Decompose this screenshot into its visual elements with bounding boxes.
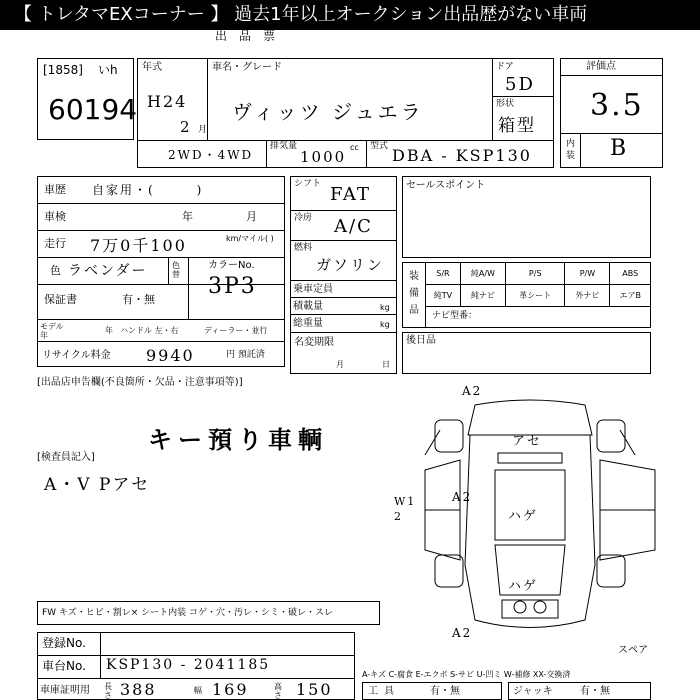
mark-left2: 2 [394,510,403,523]
lot-suffix: いh [98,63,118,77]
tools-label: 工具 [368,686,400,697]
history-value: 自家用・( ) [92,183,204,197]
color-label: 色 [50,264,61,277]
load-label: 積載量 [293,301,323,312]
change-day: 日 [382,360,390,369]
mark-hood: アセ [512,434,542,449]
legend-text: A-キズ C-腐食 E-エクボ S-サビ U-凹ミ W-補修 XX-交換済 [362,670,571,679]
dims-long: 388 [120,680,157,699]
equipment-row1-item: P/S [506,263,565,285]
month-value: 2 [180,118,192,136]
grade-score: 3.5 [590,88,644,123]
equipment-row1-item: 純A/W [460,263,505,285]
mark-roof: ハゲ [508,509,539,524]
dims-height: 150 [296,680,333,699]
year-label: 年式 [142,62,162,73]
color-no-value: 3P3 [208,274,257,299]
dims-width: 169 [212,680,249,699]
mark-front: A2 [462,384,483,398]
page-banner: 【 トレタマEXコーナー 】 過去1年以上オークション出品歴がない車両 [0,0,700,30]
model-year-value: 年 [105,326,113,335]
condition-text: FW キズ・ヒビ・割レ× シート内装 コゲ・穴・汚レ・シミ・破レ・スレ [42,608,334,618]
post-note-box [402,332,651,374]
mark-rear: ハゲ [508,579,539,594]
post-note-label: 後日品 [406,335,436,346]
recycle-label: リサイクル料金 [42,350,111,361]
inspection-year: 年 [182,210,193,223]
navi-label: ナビ型番： [432,311,478,321]
warranty-label: 保証書 [44,293,77,306]
car-name: ヴィッツ ジュエラ [232,100,424,124]
equipment-row1-item: S/R [426,263,461,285]
month-suffix: 月 [198,125,208,135]
inspection-label: 車検 [44,210,66,223]
spare-label: スペア [618,645,648,656]
chassis-value: KSP130 - 2041185 [106,657,271,673]
recycle-unit: 円 預託済 [226,350,265,360]
equipment-row1-item: ABS [610,263,651,285]
equipment-row2-item: 純ナビ [460,285,505,307]
cc-value: 1000 [300,148,347,166]
lot-number: 60194 [48,93,138,126]
model-value: DBA - KSP130 [392,146,532,165]
seller-notes-text: キー預り車輌 [148,426,328,454]
mark-left: W1 [394,495,417,508]
jack-value: 有・無 [580,686,610,697]
mark-bottom: A2 [452,626,473,640]
sales-point-label: セールスポイント [406,180,486,191]
load-unit: kg [380,303,390,312]
total-unit: kg [380,320,390,329]
dims-height-label: 高さ [274,682,282,700]
mileage-unit: km/マイル( ) [226,234,274,243]
equipment-table [425,262,651,307]
model-label: 型式 [370,141,389,151]
mark-door: A2 [452,490,473,504]
dims-label: 車庫証明用 [40,685,90,696]
interior-label: 内装 [566,139,576,161]
grade-label: 評価点 [586,61,616,72]
equipment-label: 装備品 [409,271,419,316]
history-label: 車歴 [44,183,66,196]
ac-label: 冷房 [294,213,313,223]
interior-grade: B [610,136,629,161]
recycle-value: 9940 [146,346,195,365]
dims-width-label: 幅 [194,686,202,695]
inspector-label: [検査員記入] [37,452,95,463]
dealer-value: ディーラー・並行 [204,326,268,335]
equipment-row2-item: 外ナビ [565,285,610,307]
color-swap: 色替 [172,261,180,279]
total-label: 総重量 [293,318,323,329]
capacity-label: 乗車定員 [293,284,333,295]
name-label: 車名・グレード [212,62,282,73]
change-label: 名変期限 [294,337,334,348]
mileage-value: 7万0千100 [90,236,187,255]
color-value: ラベンダー [68,263,148,279]
sheet-title: 出品票 [215,29,288,43]
shape-label: 形状 [496,99,515,109]
cc-unit: cc [350,143,359,152]
shift-value: FAT [330,184,371,205]
mileage-label: 走行 [44,237,66,250]
warranty-value: 有・無 [122,293,155,306]
handle-value: ハンドル 左・右 [120,326,179,335]
ac-value: A/C [334,216,373,237]
reg-label: 登録No. [42,636,86,650]
model-year-label: モデル年 [40,322,64,340]
year-value: H24 [147,92,188,111]
cc-label: 排気量 [270,141,298,151]
door-label: ドア [496,62,514,72]
shift-label: シフト [294,179,322,189]
tools-value: 有・無 [430,686,460,697]
equipment-row2-item: 純TV [426,285,461,307]
shape-value: 箱型 [498,116,536,136]
equipment-row2-item: 革シート [506,285,565,307]
fuel-label: 燃料 [294,243,313,253]
drive-value: 2WD・4WD [168,148,254,162]
seller-notes-label: [出品店申告欄(不良箇所・欠品・注意事項等)] [37,377,243,388]
inspector-text: A・V Pアセ [44,475,151,495]
fuel-value: ガソリン [316,256,385,274]
door-value: 5D [505,74,535,95]
equipment-row2-item: エアB [610,285,651,307]
dims-long-label: 長さ [104,682,112,700]
equipment-row1-item: P/W [565,263,610,285]
chassis-label: 車台No. [42,659,86,673]
change-month: 月 [336,360,344,369]
lot-bracket: [1858] [43,63,83,77]
inspection-month: 月 [246,210,257,223]
jack-label: ジャッキ [513,686,553,697]
color-no-label: カラーNo. [208,260,255,271]
